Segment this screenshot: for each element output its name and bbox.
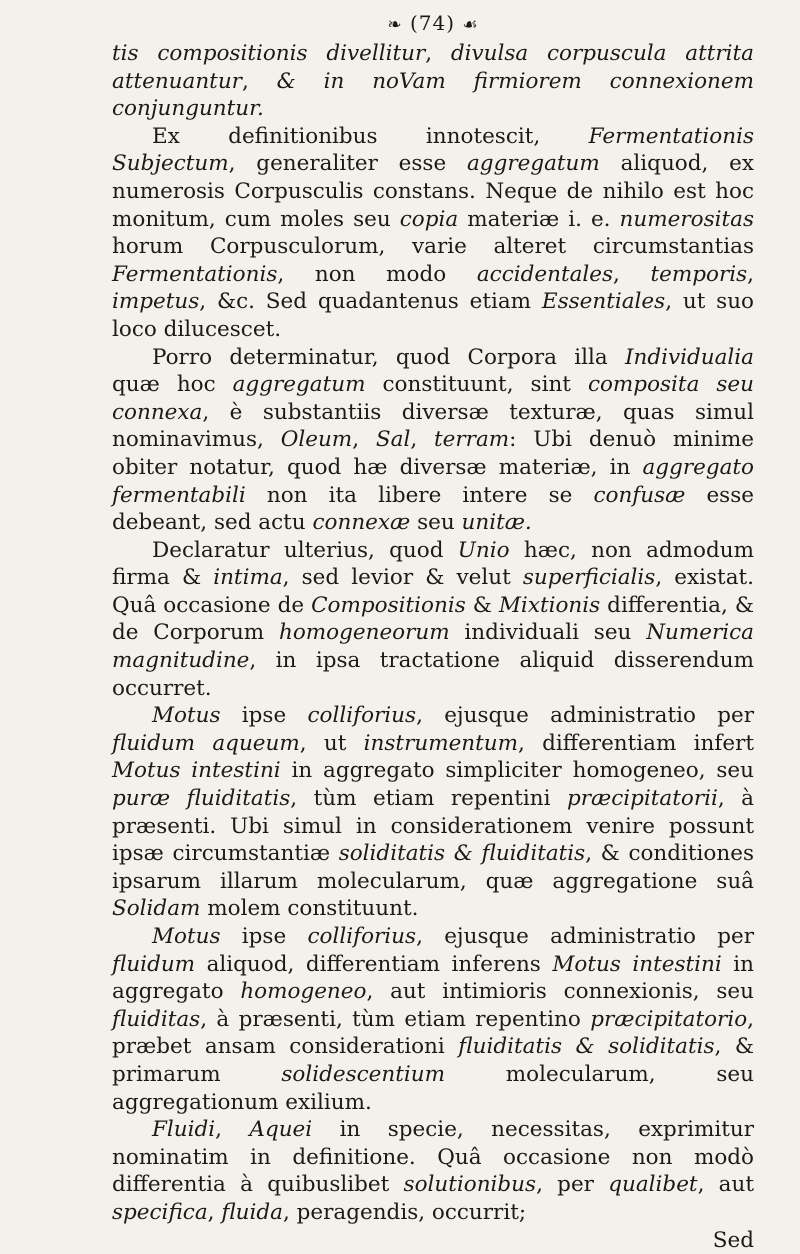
text-segment: in aggregato — [112, 951, 754, 1005]
text-segment: constituunt, sint — [365, 372, 588, 398]
text-segment: ipse — [220, 703, 308, 729]
italic-term: tis compositionis divellitur — [112, 41, 426, 66]
italic-term: Fermentationis Subjectum — [112, 123, 754, 177]
italic-term: Individualia — [625, 344, 754, 370]
text-segment: hæc, non admodum firma & — [112, 537, 754, 591]
italic-term: Sal — [375, 427, 411, 453]
italic-term: fluidum aqueum — [112, 730, 300, 756]
italic-term: copia — [399, 206, 459, 232]
text-segment: individuali seu — [449, 620, 647, 646]
italic-term: Motus — [152, 703, 221, 729]
text-segment: , & conditiones ipsarum illarum molecularum, quæ aggregatione suâ — [112, 841, 754, 894]
text-segment: , — [613, 261, 651, 287]
italic-term: colliforius — [307, 703, 417, 729]
paragraph — [112, 702, 754, 923]
text-segment: Ex definitionibus innotescit, — [152, 123, 589, 149]
italic-term: homogeneo — [240, 979, 367, 1005]
italic-term: confusæ — [593, 482, 686, 508]
italic-term: Motus intestini — [552, 951, 722, 977]
italic-term: fluiditas — [112, 1006, 201, 1032]
text-segment: esse debeant, sed actu — [112, 482, 754, 536]
text-segment: , existat. Quâ occasione de — [112, 565, 754, 618]
catchword: Sed — [712, 1227, 754, 1253]
text-segment: , — [241, 68, 277, 94]
page-number-open: ( — [409, 11, 419, 35]
text-segment: , — [747, 261, 755, 287]
body-text — [112, 40, 754, 1227]
text-segment: , differentiam infert — [518, 730, 754, 756]
paragraph — [112, 537, 754, 703]
italic-term: composita seu connexa — [112, 372, 754, 425]
text-segment: , in ipsa tractatione aliquid disserendum occurret. — [112, 648, 754, 701]
italic-term: solutionibus — [403, 1172, 537, 1198]
text-segment: , peragendis, occurrit; — [282, 1199, 527, 1225]
text-segment: , sed levior & velut — [282, 565, 523, 591]
text-segment: , — [410, 427, 435, 453]
text-segment: aliquod, differentiam inferens — [195, 951, 553, 977]
italic-term: præcipitatorii — [566, 786, 718, 812]
text-segment: quæ hoc — [112, 372, 233, 398]
italic-term: instrumentum — [363, 730, 519, 756]
text-segment: materiæ i. e. — [458, 206, 620, 232]
text-segment: , — [215, 1117, 250, 1143]
text-segment: in aggregato simpliciter homogeneo, seu — [280, 758, 754, 784]
italic-term: intima — [213, 565, 283, 591]
italic-term: fluidum — [112, 951, 196, 977]
ornament-left-icon: ❧ — [387, 15, 403, 35]
italic-term: fluiditatis & soliditatis — [458, 1034, 715, 1060]
italic-term: numerositas — [619, 206, 754, 232]
italic-term: Solidam — [112, 896, 201, 922]
text-segment: Porro determinatur, quod Corpora illa — [152, 344, 625, 370]
text-segment: non ita libere intere se — [245, 482, 594, 508]
paragraph — [112, 923, 754, 1116]
text-segment: , ut suo loco dilucescet. — [112, 289, 754, 342]
italic-term: Unio — [457, 537, 510, 563]
page-header — [112, 6, 754, 40]
text-segment: aliquod, ex numerosis Corpusculis constans. Neque de nihilo est hoc monitum, cum moles seu — [112, 151, 754, 232]
italic-term: Motus — [152, 924, 221, 949]
text-segment: , per — [536, 1172, 609, 1198]
page-number-close: ) — [446, 11, 456, 35]
italic-term: & in noVam firmiorem connexionem conjunguntur. — [112, 68, 754, 122]
text-segment: , — [207, 1199, 222, 1225]
italic-term: accidentales — [476, 261, 614, 287]
text-segment: molecularum, seu aggregationum exilium. — [112, 1061, 754, 1115]
text-segment: , aut intimioris connexionis, seu — [366, 979, 754, 1005]
italic-term: aggregatum — [232, 372, 366, 398]
text-segment: : Ubi denuò minime obiter notatur, quod hæ diversæ materiæ, in — [112, 427, 754, 480]
text-segment: , generaliter esse — [228, 151, 467, 177]
italic-term: Numerica magnitudine — [112, 620, 754, 674]
italic-term: impetus — [112, 289, 200, 315]
text-segment: , præbet ansam considerationi — [112, 1006, 754, 1060]
italic-term: Fluidi — [152, 1117, 216, 1143]
italic-term: aggregatum — [466, 151, 600, 177]
text-segment: ipse — [220, 924, 308, 949]
text-segment: , aut — [697, 1172, 754, 1198]
italic-term: solidescentium — [281, 1061, 446, 1087]
page-number: 74 — [418, 11, 447, 35]
text-segment: horum Corpusculorum, varie alteret circumstantias — [112, 234, 754, 260]
text-segment: , — [352, 427, 376, 453]
text-segment: , à præsenti, tùm etiam repentino — [200, 1006, 591, 1032]
italic-term: Aquei — [249, 1117, 313, 1143]
italic-term: temporis — [650, 261, 748, 287]
italic-term: aggregato fermentabili — [112, 454, 754, 508]
text-segment: in specie, necessitas, exprimitur nominatim in definitione. Quâ occasione non modò differentia à quibuslibet — [112, 1117, 754, 1198]
italic-term: Essentiales — [541, 289, 666, 315]
italic-term: fluida — [221, 1199, 283, 1225]
text-segment: , tùm etiam repentini — [290, 786, 567, 812]
italic-term: unitæ. — [461, 510, 532, 536]
text-segment: , à præsenti. Ubi simul in considerationem venire possunt ipsæ circumstantiæ — [112, 786, 754, 867]
italic-term: colliforius — [307, 924, 417, 949]
text-segment: & — [465, 592, 499, 618]
text-segment: , ejusque administratio per — [416, 924, 754, 949]
italic-term: terram — [434, 427, 510, 453]
italic-term: Oleum — [280, 427, 353, 453]
text-segment: molem constituunt. — [200, 896, 419, 922]
text-segment: Declaratur ulterius, quod — [152, 537, 458, 563]
paragraph — [112, 123, 754, 344]
italic-term: Motus intestini — [112, 758, 281, 784]
text-segment: , &c. Sed quadantenus etiam — [199, 289, 542, 315]
text-segment: , ut — [299, 730, 364, 756]
italic-term: divulsa corpuscula attrita attenuantur — [112, 41, 754, 94]
italic-term: Compositionis — [311, 592, 466, 618]
text-segment: , è substantiis diversæ texturæ, quas simul nominavimus, — [112, 399, 754, 453]
text-segment: , non modo — [277, 261, 477, 287]
italic-term: soliditatis & fluiditatis — [338, 841, 586, 867]
italic-term: præcipitatorio — [590, 1006, 748, 1032]
paragraph — [112, 40, 754, 123]
ornament-right-icon: ☙ — [462, 15, 479, 35]
text-segment: differentia, & de Corporum — [112, 592, 754, 646]
italic-term: puræ fluiditatis — [112, 786, 291, 812]
text-segment: seu — [410, 510, 462, 536]
italic-term: homogeneorum — [278, 620, 450, 646]
italic-term: qualibet — [608, 1172, 698, 1198]
italic-term: Fermentationis — [112, 261, 278, 287]
text-segment: , & primarum — [112, 1034, 755, 1087]
italic-term: specifica — [112, 1199, 208, 1225]
text-segment: , — [425, 41, 451, 66]
paragraph — [112, 1116, 754, 1226]
italic-term: connexæ — [312, 510, 411, 536]
italic-term: Mixtionis — [498, 592, 601, 618]
paragraph — [112, 344, 754, 537]
text-segment: , ejusque administratio per — [416, 703, 754, 729]
italic-term: superficialis — [522, 565, 656, 591]
